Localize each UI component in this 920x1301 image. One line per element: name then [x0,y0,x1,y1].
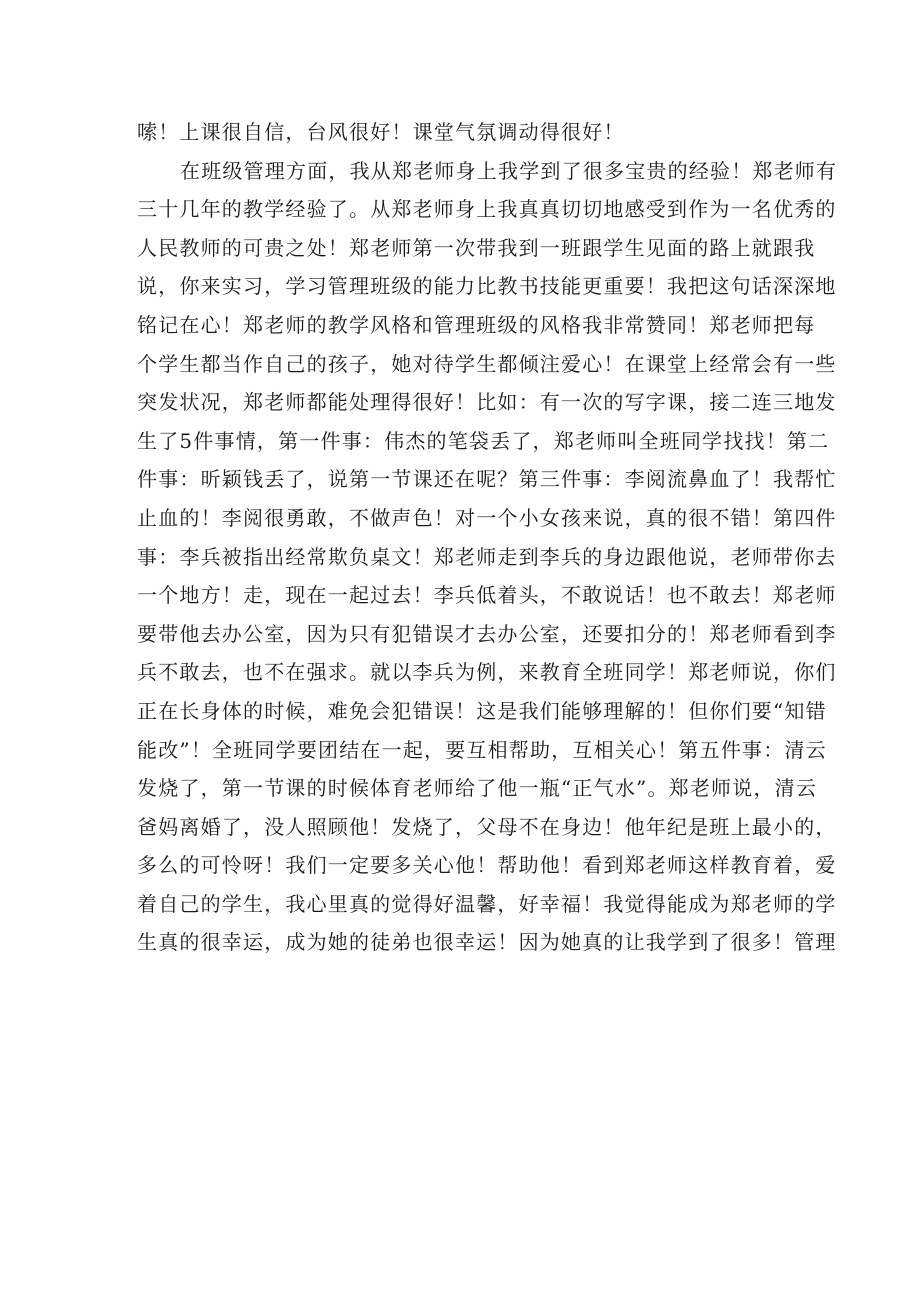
text-line: 个学生都当作自己的孩子，她对待学生都倾注爱心！在课堂上经常会有一些 [137,351,837,376]
text-line: 发烧了，第一节课的时候体育老师给了他一瓶“正气水”。郑老师说，清云 [137,776,818,801]
paragraph-start-line: 在班级管理方面，我从郑老师身上我学到了很多宝贵的经验！郑老师有 [180,158,838,183]
text-line: 突发状况，郑老师都能处理得很好！比如：有一次的写字课，接二连三地发 [137,390,837,415]
text-line: 能改”！全班同学要团结在一起，要互相帮助，互相关心！第五件事：清云 [137,737,827,762]
body-text [137,113,838,962]
text-line: 一个地方！走，现在一起过去！李兵低着头，不敢说话！也不敢去！郑老师 [137,583,837,608]
text-line: 生了5件事情，第一件事：伟杰的笔袋丢了，郑老师叫全班同学找找！第二 [137,428,830,453]
text-line: 人民教师的可贵之处！郑老师第一次带我到一班跟学生见面的路上就跟我 [137,235,816,260]
text-line: 止血的！李阅很勇敢，不做声色！对一个小女孩来说，真的很不错！第四件 [137,505,837,530]
text-line: 三十几年的教学经验了。从郑老师身上我真真切切地感受到作为一名优秀的 [137,197,837,222]
text-line: 铭记在心！郑老师的教学风格和管理班级的风格我非常赞同！郑老师把每 [137,312,816,337]
text-line: 着自己的学生，我心里真的觉得好温馨，好幸福！我觉得能成为郑老师的学 [137,891,837,916]
text-line: 说，你来实习，学习管理班级的能力比教书技能更重要！我把这句话深深地 [137,274,837,299]
text-line: 兵不敢去，也不在强求。就以李兵为例，来教育全班同学！郑老师说，你们 [137,660,837,685]
text-line: 正在长身体的时候，难免会犯错误！这是我们能够理解的！但你们要“知错 [137,698,827,723]
text-line: 多么的可怜呀！我们一定要多关心他！帮助他！看到郑老师这样教育着，爱 [137,853,837,878]
text-line: 嗦！上课很自信，台风很好！课堂气氛调动得很好！ [137,120,625,144]
text-line: 生真的很幸运，成为她的徒弟也很幸运！因为她真的让我学到了很多！管理 [137,930,837,955]
text-line: 事：李兵被指出经常欺负桌文！郑老师走到李兵的身边跟他说，老师带你去 [137,544,837,569]
text-line: 要带他去办公室，因为只有犯错误才去办公室，还要扣分的！郑老师看到李 [137,621,837,646]
text-line: 爸妈离婚了，没人照顾他！发烧了，父母不在身边！他年纪是班上最小的， [137,814,837,839]
text-line: 件事：昕颖钱丢了，说第一节课还在呢？第三件事：李阅流鼻血了！我帮忙 [137,467,837,492]
